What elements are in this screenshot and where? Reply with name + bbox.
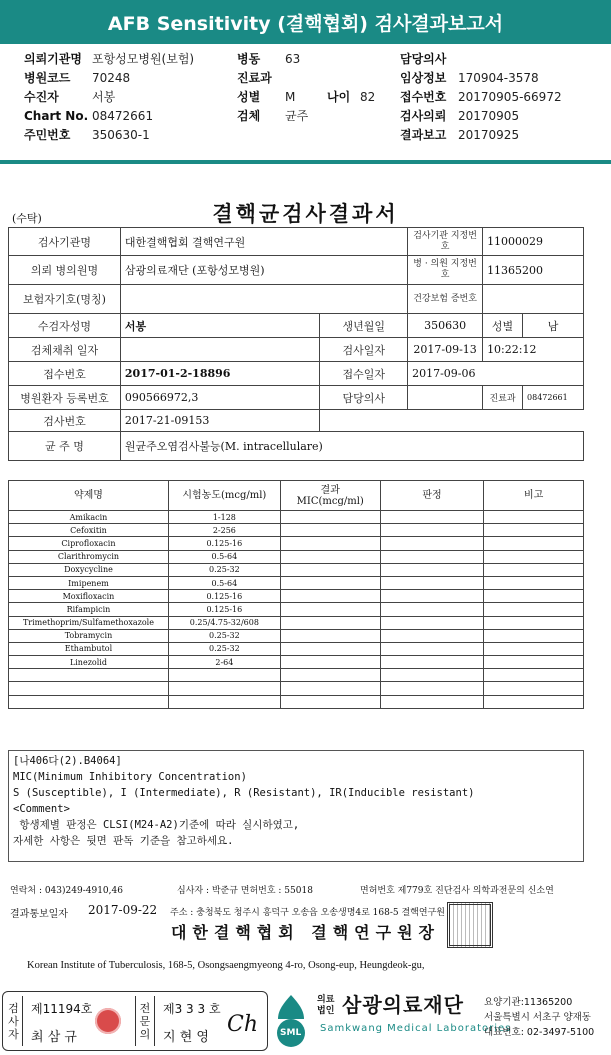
- exam-org-no: 11000029: [483, 228, 584, 256]
- info-label: 병원코드: [24, 71, 71, 85]
- drug-judge: [380, 550, 484, 563]
- institute-name: 대한결핵협회 결핵연구원장: [170, 923, 441, 942]
- drug-conc: [168, 682, 280, 695]
- drug-judge: [380, 511, 484, 524]
- drug-note: [484, 576, 584, 589]
- info-value: 08472661: [92, 109, 154, 123]
- cell-label: 담당의사: [320, 386, 408, 410]
- org-phone: 대표번호: 02-3497-5100: [484, 1027, 595, 1038]
- comment-line: S (Susceptible), I (Intermediate), R (Resistant), IR(Inducible resistant): [13, 787, 475, 799]
- drug-mic: [280, 682, 380, 695]
- signatory-box: [2, 991, 268, 1051]
- sex-value: 남: [523, 314, 584, 338]
- test-no: 2017-21-09153: [120, 410, 319, 432]
- contact: 연락처 : 043)249-4910,46: [10, 886, 123, 896]
- comment-line: 자세한 사항은 뒷면 판독 기준을 참고하세요.: [13, 835, 234, 847]
- drug-mic: [280, 511, 380, 524]
- drug-judge: [380, 682, 484, 695]
- report-header: [0, 0, 611, 44]
- drug-judge: [380, 576, 484, 589]
- v-char: 전: [139, 1001, 151, 1015]
- col-header: 약제명: [9, 481, 169, 511]
- drug-conc: 2-256: [168, 524, 280, 537]
- info-label: 수진자: [24, 90, 59, 104]
- info-label: Chart No.: [24, 109, 89, 123]
- drug-name: Moxifloxacin: [9, 590, 169, 603]
- drug-mic: [280, 695, 380, 708]
- drug-row: [9, 603, 584, 616]
- drug-name: Cefoxitin: [9, 524, 169, 537]
- drug-judge: [380, 656, 484, 669]
- org-prefix: [317, 995, 334, 1017]
- drug-row: [9, 682, 584, 695]
- drug-mic: [280, 616, 380, 629]
- exam-time: 10:22:12: [483, 338, 584, 362]
- specialist-name: 지 현 영: [163, 1030, 209, 1045]
- info-column-3: [400, 50, 562, 145]
- patient-info-table: [8, 227, 584, 461]
- examiner-vertical-label: [5, 996, 23, 1046]
- cell-label: 병원환자 등록번호: [9, 386, 121, 410]
- drug-name: Rifampicin: [9, 603, 169, 616]
- drug-judge: [380, 616, 484, 629]
- suta-label: (수탁): [12, 212, 42, 225]
- v-char: 문: [139, 1014, 151, 1028]
- info-label: 주민번호: [24, 128, 71, 142]
- examiner-no: 제11194호: [31, 1002, 93, 1016]
- drug-mic: [280, 590, 380, 603]
- v-char: 의: [139, 1027, 151, 1041]
- info-value: 포항성모병원(보험): [92, 52, 195, 66]
- drug-judge: [380, 537, 484, 550]
- drug-judge: [380, 603, 484, 616]
- notice-label: 결과통보일자: [10, 909, 68, 920]
- exam-org: 대한결핵협회 결핵연구원: [120, 228, 407, 256]
- cell-label: 성별: [483, 314, 523, 338]
- info-value: 170904-3578: [458, 71, 539, 85]
- drug-conc: 0.125-16: [168, 603, 280, 616]
- agency-no: 요양기관:11365200: [484, 997, 573, 1008]
- drug-row: [9, 629, 584, 642]
- v-char: 사: [8, 1014, 19, 1028]
- collect-date: [120, 338, 319, 362]
- cell-label: 검사기관명: [9, 228, 121, 256]
- cell-label: 검사기관 지정번호: [408, 228, 483, 256]
- cell-label: 보험자기호(명칭): [9, 285, 121, 314]
- drug-conc: 1-128: [168, 511, 280, 524]
- drug-judge: [380, 629, 484, 642]
- info-value: 서봉: [92, 90, 116, 104]
- dept-label: 진료과: [237, 71, 272, 85]
- col-header: [280, 481, 380, 511]
- drug-note: [484, 590, 584, 603]
- report-title: AFB Sensitivity (결핵협회) 검사결과보고서: [107, 12, 504, 35]
- drug-mic: [280, 656, 380, 669]
- drug-name: Imipenem: [9, 576, 169, 589]
- drug-mic: [280, 550, 380, 563]
- license-line: 면허번호 제779호 진단검사 의학과전문의 신소연: [360, 886, 554, 896]
- scanned-report: [0, 172, 611, 972]
- drug-conc: 0.25-32: [168, 629, 280, 642]
- patient-name: 서봉: [120, 314, 319, 338]
- drug-judge: [380, 669, 484, 682]
- drug-judge: [380, 642, 484, 655]
- ward-label: 병동: [237, 52, 261, 66]
- drug-name: [9, 695, 169, 708]
- drug-note: [484, 642, 584, 655]
- institute-english: Korean Institute of Tuberculosis, 168-5, Osongsaengmyeong 4-ro, Osong-eup, Heungdeok-gu,: [27, 960, 425, 971]
- drug-conc: 0.5-64: [168, 576, 280, 589]
- drug-row: [9, 695, 584, 708]
- sex-label: 성별: [237, 90, 261, 104]
- drug-name: Linezolid: [9, 656, 169, 669]
- logo-text: SML: [280, 1028, 302, 1038]
- info-value: 20170925: [458, 128, 520, 142]
- comment-box: [8, 750, 584, 862]
- comment-line: 항생제별 판정은 CLSI(M24-A2)기준에 따라 실시하였고,: [13, 819, 300, 831]
- comment-line: MIC(Minimum Inhibitory Concentration): [13, 771, 247, 783]
- drug-name: Clarithromycin: [9, 550, 169, 563]
- examiner-stamp-icon: [95, 1008, 121, 1034]
- info-label: 담당의사: [400, 52, 447, 66]
- drug-conc: [168, 669, 280, 682]
- drug-note: [484, 616, 584, 629]
- cell-label: 접수일자: [320, 362, 408, 386]
- age-value: 82: [360, 90, 376, 104]
- info-label: 임상정보: [400, 71, 447, 85]
- v-char: 검: [8, 1001, 19, 1015]
- req-org: 삼광의료재단 (포항성모병원): [120, 256, 407, 285]
- dob-value: 350630: [408, 314, 483, 338]
- info-column-1: [24, 50, 194, 145]
- drug-note: [484, 537, 584, 550]
- cell-label: 검체채취 일자: [9, 338, 121, 362]
- org-prefix-line: 의료: [317, 995, 335, 1005]
- org-contact: [484, 995, 594, 1040]
- cell-label: 검사번호: [9, 410, 121, 432]
- drug-row: [9, 524, 584, 537]
- info-label: 접수번호: [400, 90, 447, 104]
- examiner-name: 최 삼 규: [31, 1030, 77, 1045]
- drug-row: [9, 576, 584, 589]
- specialist-no: 제3 3 3 호: [163, 1002, 221, 1016]
- drug-conc: 0.125-16: [168, 537, 280, 550]
- drug-name: [9, 669, 169, 682]
- receipt-no: 2017-01-2-18896: [120, 362, 319, 386]
- drug-conc: 0.25/4.75-32/608: [168, 616, 280, 629]
- drug-row: [9, 616, 584, 629]
- org-address: 서울특별시 서초구 양재동: [484, 1012, 591, 1023]
- col-header: 판정: [380, 481, 484, 511]
- req-org-no: 11365200: [483, 256, 584, 285]
- examiner-line: 심사자 : 박준규 면허번호 : 55018: [177, 886, 313, 896]
- hosp-reg-no: 090566972,3: [120, 386, 319, 410]
- drug-mic: [280, 563, 380, 576]
- drug-note: [484, 563, 584, 576]
- cell-label: 진료과: [483, 386, 523, 410]
- org-english: Samkwang Medical Laboratories: [320, 1023, 512, 1034]
- v-char: 자: [8, 1027, 19, 1041]
- comment-line: <Comment>: [13, 803, 70, 815]
- drug-mic: [280, 669, 380, 682]
- drug-judge: [380, 563, 484, 576]
- drug-conc: 2-64: [168, 656, 280, 669]
- drug-mic: [280, 524, 380, 537]
- antibiotic-table: [8, 480, 584, 709]
- specimen-value: 균주: [285, 109, 309, 123]
- info-label: 검사의뢰: [400, 109, 447, 123]
- cell-label: 건강보험 증번호: [408, 285, 483, 314]
- drug-mic: [280, 537, 380, 550]
- info-label: 의뢰기관명: [24, 52, 82, 66]
- drug-mic: [280, 642, 380, 655]
- strain-name: 원균주오염검사불능(M. intracellulare): [120, 432, 583, 461]
- drug-name: Tobramycin: [9, 629, 169, 642]
- cell-label: 병 · 의원 지정번호: [408, 256, 483, 285]
- col-header: 비고: [484, 481, 584, 511]
- cell-label: 생년월일: [320, 314, 408, 338]
- info-value: 350630-1: [92, 128, 150, 142]
- drug-row: [9, 590, 584, 603]
- drug-row: [9, 669, 584, 682]
- drug-name: Trimethoprim/Sulfamethoxazole: [9, 616, 169, 629]
- drug-judge: [380, 524, 484, 537]
- drug-mic: [280, 603, 380, 616]
- drug-note: [484, 550, 584, 563]
- drug-note: [484, 511, 584, 524]
- drug-row: [9, 511, 584, 524]
- drug-conc: [168, 695, 280, 708]
- cell-label: 검사일자: [320, 338, 408, 362]
- drug-conc: 0.25-32: [168, 563, 280, 576]
- drug-note: [484, 629, 584, 642]
- info-label: 결과보고: [400, 128, 447, 142]
- cell-label: 균 주 명: [9, 432, 121, 461]
- drug-row: [9, 537, 584, 550]
- drug-conc: 0.125-16: [168, 590, 280, 603]
- cell-label: 접수번호: [9, 362, 121, 386]
- drug-note: [484, 524, 584, 537]
- official-seal-icon: [447, 902, 493, 948]
- blank-cell: [320, 410, 584, 432]
- drug-mic: [280, 629, 380, 642]
- info-value: 20170905: [458, 109, 520, 123]
- signature-icon: Ch: [227, 1012, 259, 1037]
- drug-judge: [380, 695, 484, 708]
- sml-logo-icon: [272, 993, 310, 1049]
- mic-header-bottom: MIC(mcg/ml): [296, 495, 364, 507]
- drug-name: [9, 682, 169, 695]
- drug-note: [484, 695, 584, 708]
- insured-value: [120, 285, 407, 314]
- drug-row: [9, 642, 584, 655]
- header-divider: [0, 160, 611, 164]
- info-value: 70248: [92, 71, 131, 85]
- col-header: 시험농도(mcg/ml): [168, 481, 280, 511]
- address-line: 주소 : 충청북도 청주시 흥덕구 오송읍 오송생명4로 168-5 결핵연구원: [170, 908, 445, 918]
- bottom-bar: [0, 989, 611, 1055]
- org-prefix-line: 법인: [317, 1006, 335, 1016]
- drug-name: Ethambutol: [9, 642, 169, 655]
- exam-date: 2017-09-13: [408, 338, 483, 362]
- drug-row: [9, 563, 584, 576]
- document-title: 결핵균검사결과서: [212, 201, 399, 226]
- drug-judge: [380, 590, 484, 603]
- drug-note: [484, 669, 584, 682]
- drug-row: [9, 656, 584, 669]
- age-label: 나이: [327, 90, 351, 104]
- drug-note: [484, 682, 584, 695]
- health-cert-value: [483, 285, 584, 314]
- drug-conc: 0.5-64: [168, 550, 280, 563]
- drug-conc: 0.25-32: [168, 642, 280, 655]
- org-name: 삼광의료재단: [342, 993, 464, 1017]
- notice-date: 2017-09-22: [88, 903, 158, 917]
- drug-name: Ciprofloxacin: [9, 537, 169, 550]
- drug-mic: [280, 576, 380, 589]
- doctor-value: [408, 386, 483, 410]
- mic-header-top: 결과: [320, 484, 340, 496]
- drug-name: Amikacin: [9, 511, 169, 524]
- cell-label: 수검자성명: [9, 314, 121, 338]
- dept-value: 08472661: [523, 386, 584, 410]
- drug-name: Doxycycline: [9, 563, 169, 576]
- drug-note: [484, 603, 584, 616]
- cell-label: 의뢰 병의원명: [9, 256, 121, 285]
- drug-row: [9, 550, 584, 563]
- info-value: 20170905-66972: [458, 90, 562, 104]
- specialist-vertical-label: [135, 996, 155, 1046]
- comment-line: [나406다(2).B4064]: [13, 755, 122, 767]
- info-column-2: [237, 50, 375, 126]
- receipt-date: 2017-09-06: [408, 362, 584, 386]
- specimen-label: 검체: [237, 109, 261, 123]
- sex-value: M: [285, 90, 296, 104]
- drug-note: [484, 656, 584, 669]
- ward-value: 63: [285, 52, 301, 66]
